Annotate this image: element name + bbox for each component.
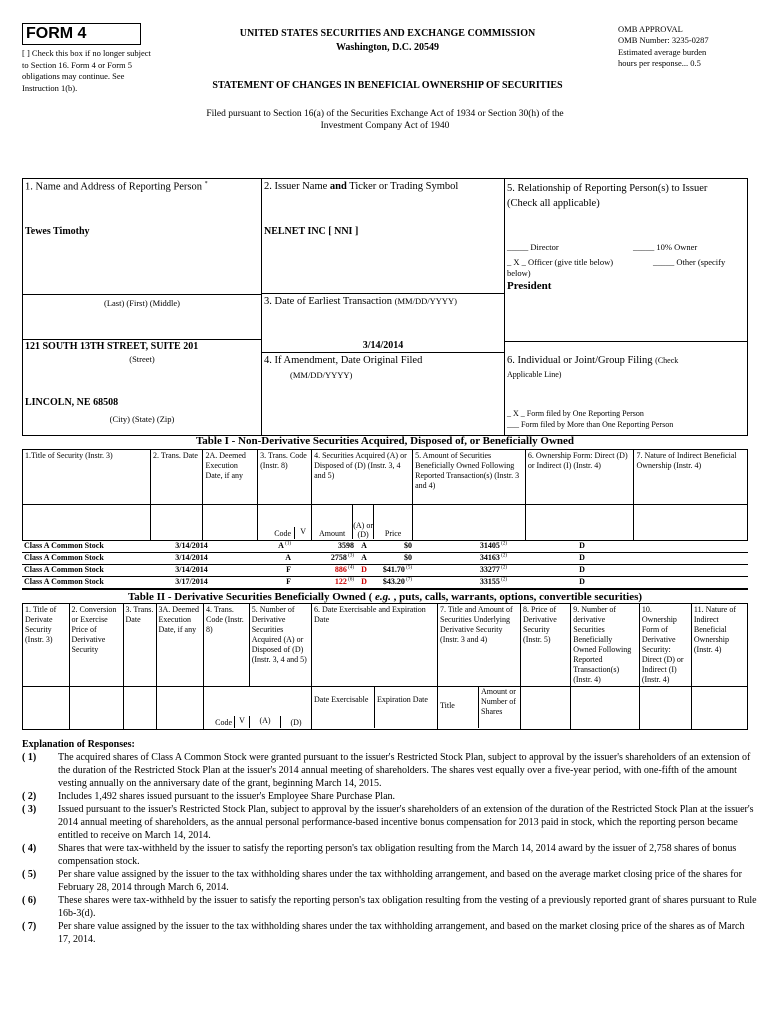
t1-cell-code: A [285,553,291,562]
footnote-text: These shares were tax-withheld by the issuer to satisfy the reporting person's tax obligation resulting from the vesting of a previously reported grant of shares pursuant to Rule 16b-3(d). [58,895,757,919]
t2-h7: 7. Title and Amount of Securities Underlying Derivative Security (Instr. 3 and 4) [438,604,521,687]
footnote-number: ( 2) [22,791,37,802]
t1-cell-aord: D [361,577,367,586]
earliest-transaction-box [261,293,505,353]
amendment-box [261,352,505,436]
street-address: 121 SOUTH 13TH STREET, SUITE 201 [25,341,199,352]
filing-type-label-cont: Applicable Line) [507,370,562,379]
reporting-person-label: 1. Name and Address of Reporting Person * [25,181,208,193]
omb-approval: OMB APPROVAL OMB Number: 3235-0287 Estimated average burden hours per response... 0.5 [618,24,709,68]
t2-sub-amount: Amount or Number of Shares [478,687,520,728]
t1-h5: 5. Amount of Securities Beneficially Owned Following Reported Transaction(s) (Instr. 3 and 4) [413,450,526,505]
agency-location: Washington, D.C. 20549 [335,42,440,53]
footnote [22,842,757,868]
t2-h6: 6. Date Exercisable and Expiration Date [312,604,438,687]
footnote [22,790,757,803]
footnote-text: The acquired shares of Class A Common Stock were granted pursuant to the issuer's Restricted Stock Plan, subject to approval by the issuer's shareholders of an extension of the duration of the Restricted Stock Plan at the issuer's 2014 annual meeting of shareholders. The shares vest equally over a five-year period, with one-fifth of the amount vesting annually on the anniversary date of the grant, beginning March 14, 2015. [58,752,751,789]
footnote-number: ( 5) [22,869,37,880]
footnote-text: Shares that were tax-withheld by the issuer to satisfy the reporting person's tax obligation resulting from the March 14, 2014 award by the issuer of 2,758 shares of bonus compensation stock. [58,843,737,867]
footnote [22,803,757,842]
street-sublabel: (Street) [129,354,155,364]
t2-h2: 2. Conversion or Exercise Price of Derivative Security [69,604,123,687]
table2-header [22,603,748,730]
t1-sub-v: V [294,527,311,539]
check-note: [ ] Check this box if no longer subject to Section 16. Form 4 or Form 5 obligations may continue. See Instruction 1(b). [22,48,151,93]
t1-cell-date: 3/14/2014 [175,553,208,562]
t2-sub-exp: Expiration Date [374,687,437,728]
footnote-text: Issued pursuant to the issuer's Restricted Stock Plan, subject to approval by the issuer's shareholders of an extension of the duration of the Restricted Stock Plan at the issuer's 2014 annual meeting of shareholders, as the annual personal performance-based incentive bonus compensation for 2013 paid in stock, which the reporting person became entitled to receive on March 14, 2014. [58,804,754,841]
form-title: FORM 4 [22,23,141,45]
explanation-heading: Explanation of Responses: [22,739,135,750]
t1-sub-price: Price [384,529,402,538]
footnote-text: Includes 1,492 shares issued pursuant to the issuer's Employee Share Purchase Plan. [58,791,396,802]
city-state-zip: LINCOLN, NE 68508 [25,397,119,408]
relationship-label: 5. Relationship of Reporting Person(s) to Issuer (Check all applicable) [507,183,708,209]
t2-h3a: 3A. Deemed Execution Date, if any [156,604,204,687]
t1-cell-code: F [286,577,291,586]
t2-sub-title: Title [440,701,455,710]
t1-h2a: 2A. Deemed Execution Date, if any [203,450,258,505]
reporting-person-box [22,178,262,436]
t1-sub-code: Code [274,529,292,538]
t1-cell-owned: 31405 $^{(2)}$ [479,541,507,550]
t2-sub-d: (D) [290,718,302,727]
t1-h2: 2. Trans. Date [151,450,203,505]
t2-h10: 10. Ownership Form of Derivative Security: Direct (D) or Indirect (I) (Instr. 4) [639,604,691,687]
director-option: _____ Director [507,242,559,252]
t2-h5: 5. Number of Derivative Securities Acquired (A) or Disposed of (D) (Instr. 3, 4 and 5) [249,604,311,687]
footnote-number: ( 4) [22,843,37,854]
reporting-person-name: Tewes Timothy [25,226,90,237]
footnote-number: ( 1) [22,752,37,763]
city-sublabel: (City) (State) (Zip) [109,414,175,424]
t1-cell-date: 3/14/2014 [175,565,208,574]
footnote-text: Per share value assigned by the issuer to the tax withholding shares under the tax withholding arrangement, and based on the market closing price of the shares as of March 17, 2014. [58,921,745,945]
t1-cell-date: 3/17/2014 [175,577,208,586]
t2-sub-code: Code [215,718,233,727]
other-option: _____ Other (specify [653,257,726,267]
t2-sub-a: (A) [250,716,281,728]
table2-title: Table II - Derivative Securities Beneficially Owned ( e.g. , puts, calls, warrants, options, convertible securities) [127,591,643,603]
t1-cell-title: Class A Common Stock [24,577,104,586]
t1-cell-date: 3/14/2014 [175,541,208,550]
t1-cell-aord: A [361,541,367,550]
officer-title: President [507,280,552,292]
t1-h6: 6. Ownership Form: Direct (D) or Indirect (I) (Instr. 4) [525,450,634,505]
t1-cell-owned: 33277 $^{(2)}$ [479,565,507,574]
t1-cell-price: $43.20 $^{(7)}$ [382,577,412,586]
amendment-label: 4. If Amendment, Date Original Filed [264,355,423,366]
t1-cell-amount: 886 $^{(4)}$ [334,565,354,574]
t1-h7: 7. Nature of Indirect Beneficial Ownership (Instr. 4) [634,450,748,505]
t1-h4: 4. Securities Acquired (A) or Disposed of (D) (Instr. 3, 4 and 5) [312,450,413,505]
filing-type-label: 6. Individual or Joint/Group Filing (Check [507,355,679,366]
filing-opt-one: _ X _ Form filed by One Reporting Person [507,409,644,418]
amendment-format: (MM/DD/YYYY) [290,370,353,380]
earliest-transaction-date: 3/14/2014 [362,340,404,351]
filed-pursuant: Filed pursuant to Section 16(a) of the Securities Exchange Act of 1934 or Section 30(h) of the Investment Company Act of 1940 [206,109,564,131]
t1-cell-form: D [579,577,585,586]
filing-opt-multiple: ___ Form filed by More than One Reporting Person [507,420,674,429]
t1-cell-amount: 2758 $^{(3)}$ [330,553,354,562]
name-sublabel: (Last) (First) (Middle) [103,298,180,308]
issuer-label: 2. Issuer Name and Ticker or Trading Symbol [264,181,459,192]
footnote-number: ( 3) [22,804,37,815]
t2-sub-date-ex: Date Exercisable [314,695,369,704]
filing-type-box [504,341,748,436]
t1-cell-owned: 33155 $^{(2)}$ [479,577,507,586]
t1-cell-form: D [579,541,585,550]
footnote-text: Per share value assigned by the issuer to the tax withholding shares under the tax withholding arrangement, and based on the average market closing price of the shares for February 28, 2014 through March 6, 2014. [58,869,742,893]
t1-cell-code: F [286,565,291,574]
t1-h3: 3. Trans. Code (Instr. 8) [258,450,312,505]
issuer-box [261,178,505,294]
t1-cell-title: Class A Common Stock [24,541,104,550]
t1-cell-amount: 3598 [338,541,354,550]
agency-name: UNITED STATES SECURITIES AND EXCHANGE COMMISSION [239,28,536,39]
table1-title: Table I - Non-Derivative Securities Acquired, Disposed of, or Beneficially Owned [195,435,575,447]
officer-option: _ X _ Officer (give title below) [507,257,614,267]
t1-cell-form: D [579,565,585,574]
issuer-name: NELNET INC [ NNI ] [264,226,359,237]
footnote [22,751,757,790]
t1-cell-price: $0 [404,541,412,550]
t2-h9: 9. Number of derivative Securities Beneficially Owned Following Reported Transaction(s) (Instr. 4) [571,604,640,687]
t1-cell-code: A $^{(1)}$ [278,541,291,550]
earliest-transaction-label: 3. Date of Earliest Transaction (MM/DD/YYYY) [264,296,457,307]
footnote-number: ( 6) [22,895,37,906]
statement-title: STATEMENT OF CHANGES IN BENEFICIAL OWNERSHIP OF SECURITIES [212,80,563,91]
footnote [22,920,757,946]
t2-h1: 1. Title of Derivate Security (Instr. 3) [23,604,70,687]
t1-cell-price: $0 [404,553,412,562]
t2-h11: 11. Nature of Indirect Beneficial Ownership (Instr. 4) [691,604,747,687]
t1-h1: 1.Title of Security (Instr. 3) [23,450,151,505]
t1-cell-aord: A [361,553,367,562]
explanation [22,738,757,946]
t1-cell-title: Class A Common Stock [24,565,104,574]
t1-cell-form: D [579,553,585,562]
t1-sub-aord: (A) or (D) [352,505,374,539]
footnote [22,868,757,894]
footnote-number: ( 7) [22,921,37,932]
ten-pct-option: _____ 10% Owner [633,242,698,252]
relationship-box [504,178,748,342]
t2-h4: 4. Trans. Code (Instr. 8) [204,604,250,687]
table1-row [22,576,748,589]
t1-cell-aord: D [361,565,367,574]
t1-sub-amount: Amount [318,529,346,538]
footnote [22,894,757,920]
t1-cell-owned: 34163 $^{(2)}$ [479,553,507,562]
t2-h8: 8. Price of Derivative Security (Instr. 5) [521,604,571,687]
table1-header [22,449,748,541]
t1-cell-amount: 122 $^{(6)}$ [334,577,354,586]
t2-h3: 3. Trans. Date [123,604,156,687]
t1-cell-price: $41.70 $^{(5)}$ [382,565,412,574]
other-option-cont: below) [507,268,531,278]
t2-sub-v: V [234,716,250,728]
t1-cell-title: Class A Common Stock [24,553,104,562]
